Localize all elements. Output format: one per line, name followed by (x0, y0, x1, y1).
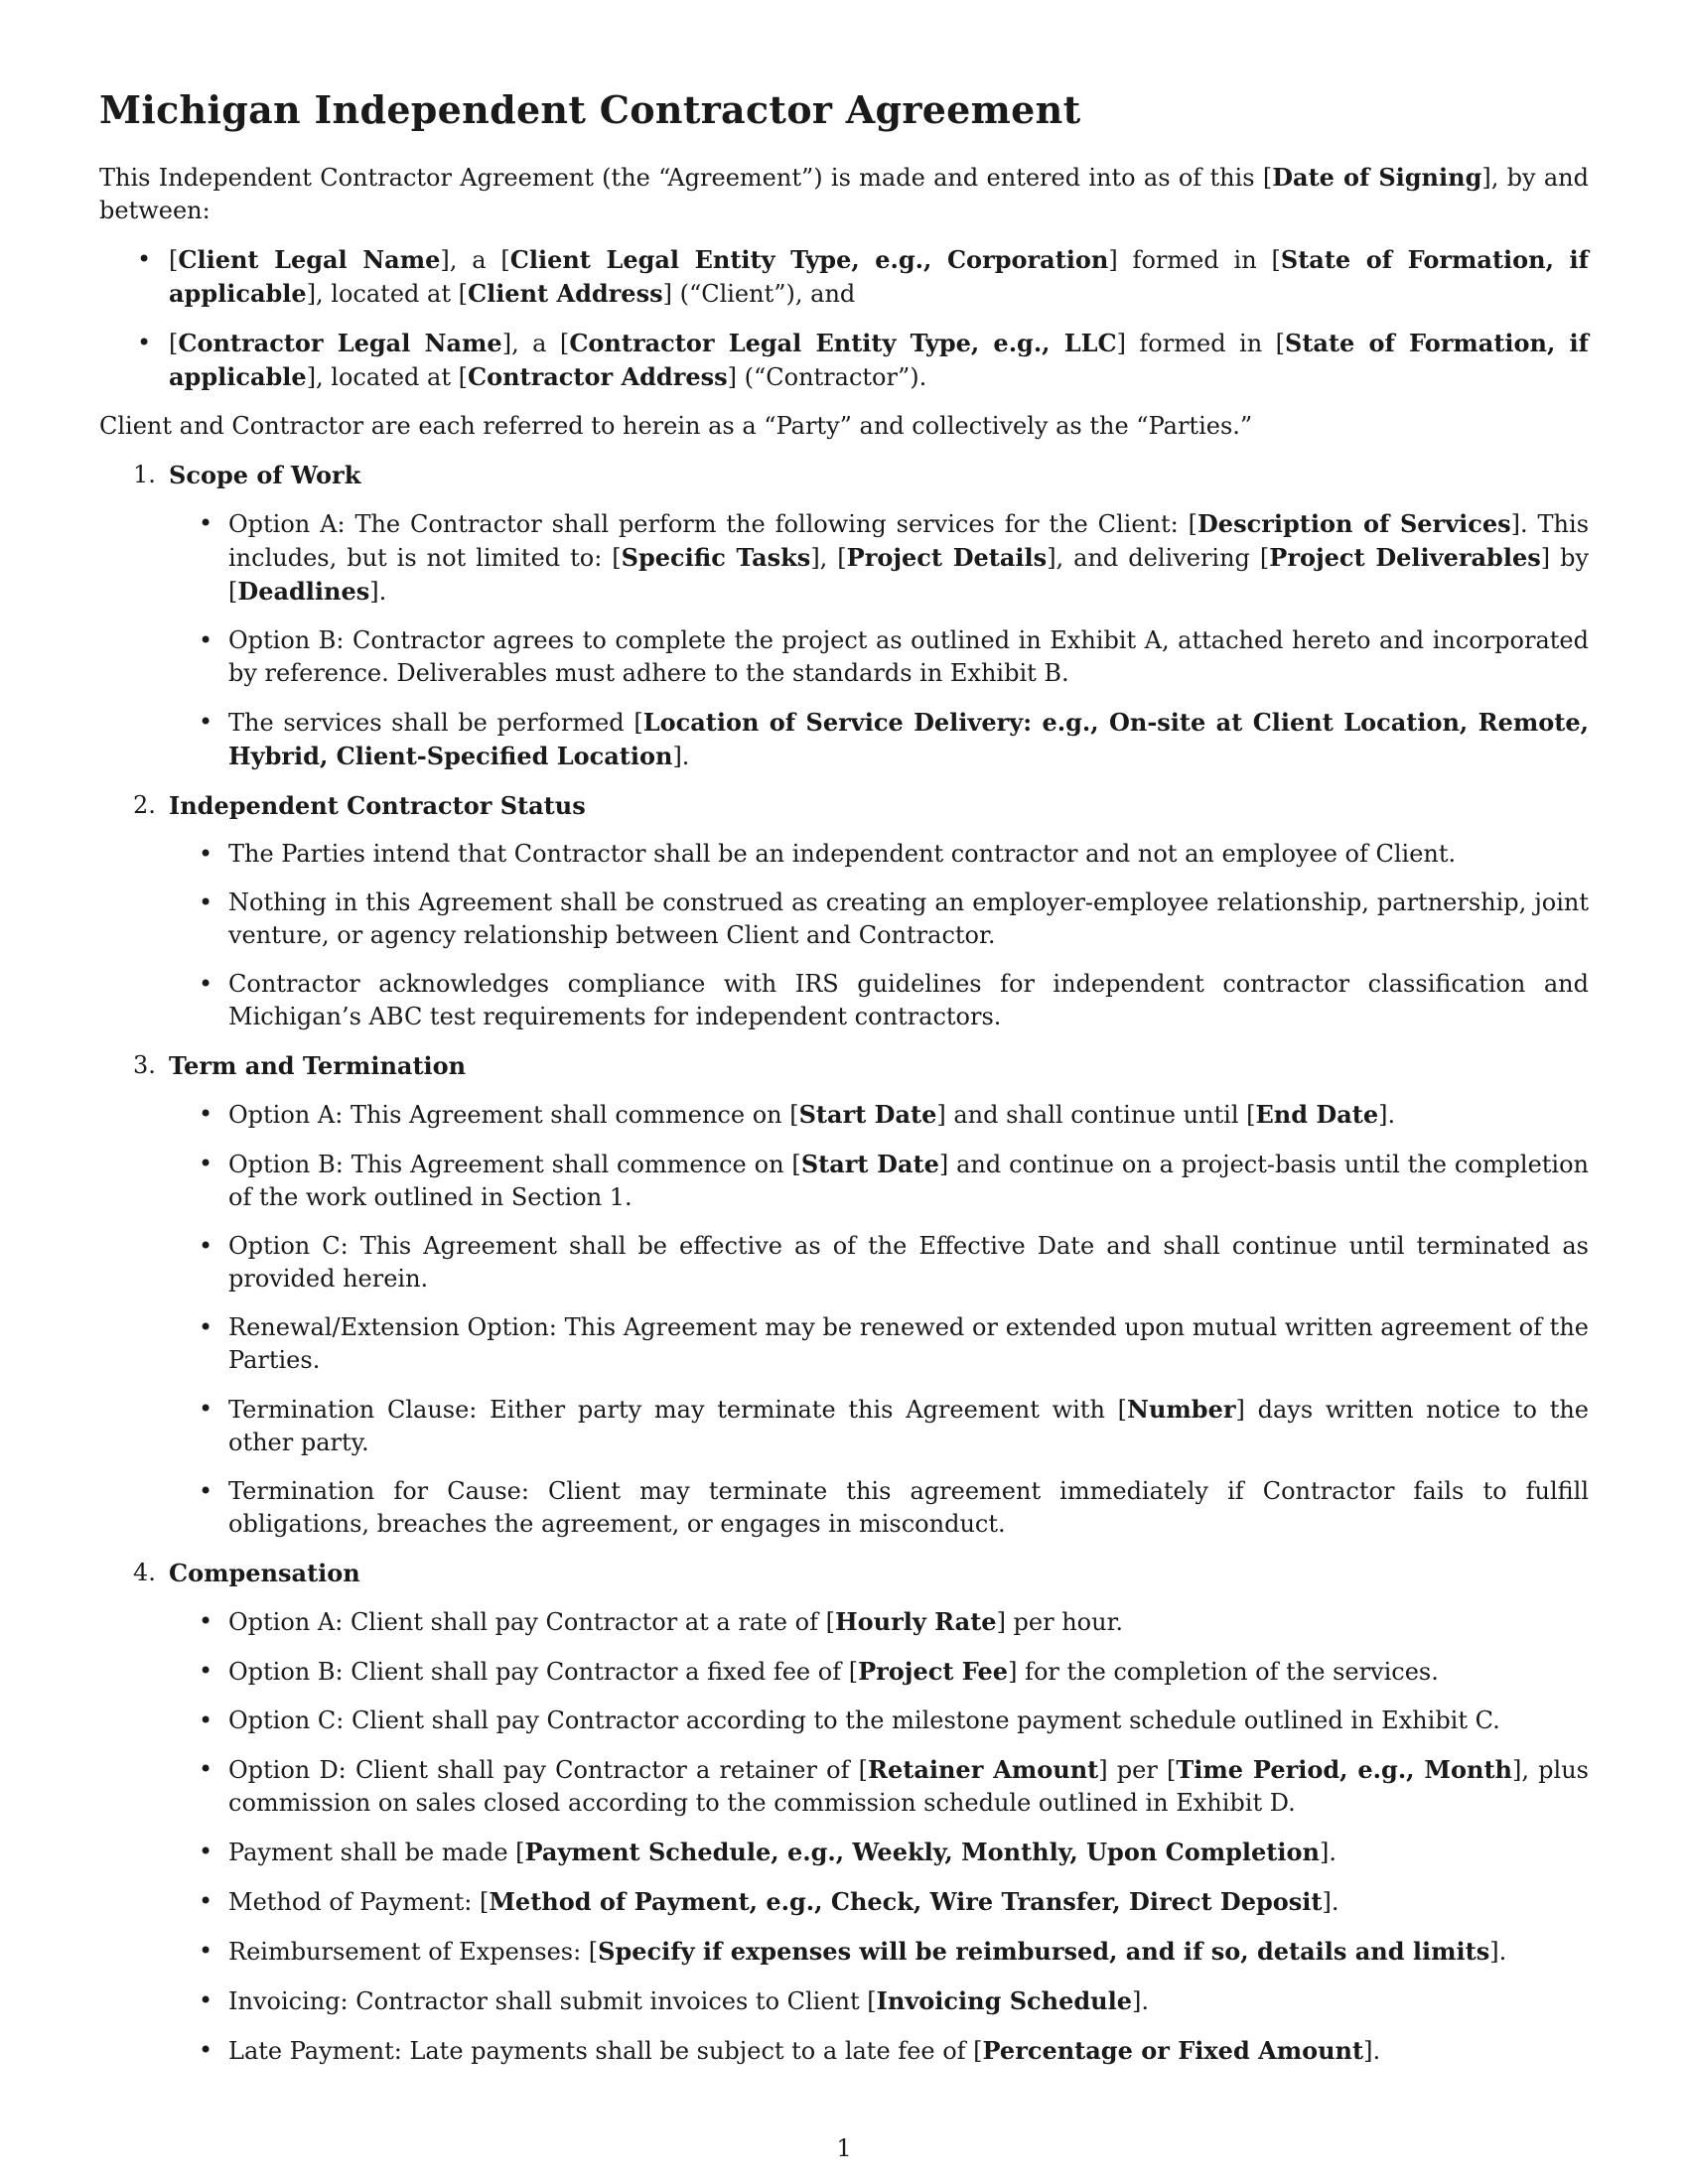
party-client: • [Client Legal Name], a [Client Legal Entity Type, e.g., Corporation] formed in [State of Formation, if applicable], located at [Client Address] (“Client”), and (99, 243, 1589, 311)
list-item: • Payment shall be made [Payment Schedule, e.g., Weekly, Monthly, Upon Completion]. (169, 1836, 1589, 1869)
list-item: • Option A: Client shall pay Contractor at a rate of [Hourly Rate] per hour. (169, 1605, 1589, 1639)
section-term-and-termination (99, 1049, 1589, 1541)
section-title: Independent Contractor Status (169, 791, 586, 820)
intro-paragraph: This Independent Contractor Agreement (the “Agreement”) is made and entered into as of this [Date of Signing], by and between: (99, 163, 1589, 224)
list-item: • Nothing in this Agreement shall be construed as creating an employer-employee relationship, partnership, joint venture, or agency relationship between Client and Contractor. (169, 887, 1589, 952)
list-item: • Option B: Contractor agrees to complete the project as outlined in Exhibit A, attached hereto and incorporated by reference. Deliverables must adhere to the standards in Exhibit B. (169, 624, 1589, 690)
list-item: • Renewal/Extension Option: This Agreement may be renewed or extended upon mutual written agreement of the Parties. (169, 1311, 1589, 1377)
list-item: • Contractor acknowledges compliance with IRS guidelines for independent contractor classification and Michigan’s ABC test requirements for independent contractors. (169, 968, 1589, 1033)
section-title: Compensation (169, 1559, 360, 1587)
sections-list (99, 459, 1589, 2068)
list-item: • Invoicing: Contractor shall submit invoices to Client [Invoicing Schedule]. (169, 1984, 1589, 2018)
parties-list (99, 243, 1589, 394)
party-contractor: • [Contractor Legal Name], a [Contractor Legal Entity Type, e.g., LLC] formed in [State of Formation, if applicable], located at [Contractor Address] (“Contractor”). (99, 327, 1589, 394)
list-item: • Reimbursement of Expenses: [Specify if expenses will be reimbursed, and if so, details and limits]. (169, 1935, 1589, 1969)
section-compensation (99, 1557, 1589, 2068)
section-independent-contractor-status (99, 789, 1589, 1033)
section-scope-of-work (99, 459, 1589, 773)
list-item: • Option B: This Agreement shall commence on [Start Date] and continue on a project-basis until the completion of the work outlined in Section 1. (169, 1148, 1589, 1214)
document-title: Michigan Independent Contractor Agreement (99, 87, 1081, 132)
list-item: • The services shall be performed [Location of Service Delivery: e.g., On-site at Client Location, Remote, Hybrid, Client-Specified Location]. (169, 706, 1589, 773)
list-item: • Option A: This Agreement shall commence on [Start Date] and shall continue until [End Date]. (169, 1098, 1589, 1132)
list-item: • The Parties intend that Contractor shall be an independent contractor and not an employee of Client. (169, 838, 1589, 871)
list-item: • Option B: Client shall pay Contractor a fixed fee of [Project Fee] for the completion of the services. (169, 1655, 1589, 1689)
list-item: • Option D: Client shall pay Contractor a retainer of [Retainer Amount] per [Time Period, e.g., Month], plus commission on sales closed according to the commission schedule outlined in Exhibit D. (169, 1753, 1589, 1820)
section-number: 4. (133, 1559, 156, 1586)
section-number: 3. (133, 1051, 156, 1079)
parties-note: Client and Contractor are each referred to herein as a “Party” and collectively as the “Parties.” (99, 412, 1253, 440)
section-title: Scope of Work (169, 461, 361, 489)
section-number: 2. (133, 791, 156, 819)
list-item: • Option A: The Contractor shall perform the following services for the Client: [Description of Services]. This includes, but is not limited to: [Specific Tasks], [Project Details], and delivering [Project Deliverables] by [Deadlines]. (169, 507, 1589, 609)
list-item: • Termination for Cause: Client may terminate this agreement immediately if Contractor fails to fulfill obligations, breaches the agreement, or engages in misconduct. (169, 1475, 1589, 1541)
document-page (99, 87, 1589, 2084)
list-item: • Method of Payment: [Method of Payment, e.g., Check, Wire Transfer, Direct Deposit]. (169, 1885, 1589, 1919)
list-item: • Option C: This Agreement shall be effective as of the Effective Date and shall continue until terminated as provided herein. (169, 1230, 1589, 1296)
list-item: • Termination Clause: Either party may terminate this Agreement with [Number] days written notice to the other party. (169, 1393, 1589, 1459)
placeholder-date-of-signing: Date of Signing (1272, 163, 1482, 192)
page-number: 1 (836, 2134, 852, 2162)
section-title: Term and Termination (169, 1051, 467, 1080)
list-item: • Option C: Client shall pay Contractor according to the milestone payment schedule outlined in Exhibit C. (169, 1705, 1589, 1737)
list-item: • Late Payment: Late payments shall be subject to a late fee of [Percentage or Fixed Amount]. (169, 2034, 1589, 2068)
section-number: 1. (133, 461, 156, 488)
